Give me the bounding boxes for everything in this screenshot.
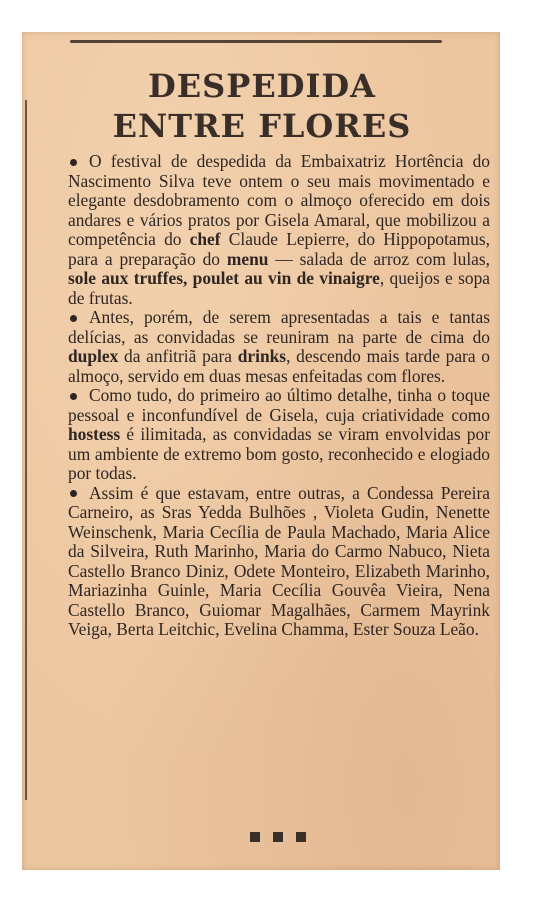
paragraph-text: — salada de arroz com lulas, (268, 248, 490, 269)
paragraph-text: da anfitriã para (118, 346, 238, 366)
headline-line-1: DESPEDIDA (148, 67, 376, 105)
emphasized-term: chef (189, 229, 221, 249)
end-mark-square-icon (296, 832, 306, 842)
paragraph-text: , descendo mais tarde para o almoço, servido em duas mesas enfeitadas com flores. (68, 346, 490, 386)
emphasized-term: drinks (237, 346, 287, 366)
left-column-rule (25, 100, 27, 800)
paragraph-bullet-icon (70, 159, 77, 166)
newspaper-clipping (22, 32, 500, 870)
emphasized-term: duplex (68, 346, 119, 366)
end-mark-square-icon (273, 832, 283, 842)
end-mark-square-icon (250, 832, 260, 842)
article-paragraph (68, 152, 490, 308)
article-body (68, 152, 490, 640)
article-paragraph (68, 484, 490, 640)
paragraph-text: é ilimitada, as convidadas se viram envolvidas por um ambiente de extremo bom gosto, reconhecido e elogiado por todas. (68, 424, 490, 483)
paragraph-text: Como tudo, do primeiro ao último detalhe, tinha o toque pessoal e inconfundível de Gisela, cuja criatividade como (68, 385, 490, 425)
emphasized-term: sole aux truffes, poulet au vin de vinaigre (68, 268, 380, 288)
paragraph-text: , queijos e sopa de frutas. (68, 268, 490, 308)
emphasized-term: hostess (68, 424, 121, 444)
end-marks (250, 832, 306, 842)
paragraph-bullet-icon (70, 315, 77, 322)
emphasized-term: menu (226, 248, 269, 269)
paragraph-text: Antes, porém, de serem apresentadas a tais e tantas delícias, as convidadas se reuniram na parte de cima do (68, 307, 490, 347)
paragraph-bullet-icon (70, 490, 77, 497)
article-paragraph (68, 308, 490, 386)
paragraph-text: Claude Lepierre, do Hippopotamus, para a preparação do (68, 229, 490, 269)
article-paragraph (68, 386, 490, 484)
paragraph-text: O festival de despedida da Embaixatriz Hortência do Nascimento Silva teve ontem o seu mais movimentado e elegante desdobramento com o almoço oferecido em dois andares e vários pratos por Gisela Amaral, que mobilizou a competência do (68, 151, 490, 249)
paragraph-text: Assim é que estavam, entre outras, a Condessa Pereira Carneiro, as Sras Yedda Bulhões , Violeta Gudin, Nenette Weinschenk, Maria Cecília de Paula Machado, Maria Alice da Silveira, Ruth Marinho, Maria do Carmo Nabuco, Nieta Castello Branco Diniz, Odete Monteiro, Elizabeth Marinho, Mariazinha Guinle, Maria Cecília Gouvêa Vieira, Nena Castello Branco, Guiomar Magalhães, Carmem Mayrink Veiga, Berta Leitchic, Evelina Chamma, Ester Souza Leão. (68, 482, 490, 639)
headline (72, 66, 452, 146)
top-rule (70, 40, 442, 43)
headline-line-2: ENTRE FLORES (112, 107, 412, 145)
paragraph-bullet-icon (70, 393, 77, 400)
